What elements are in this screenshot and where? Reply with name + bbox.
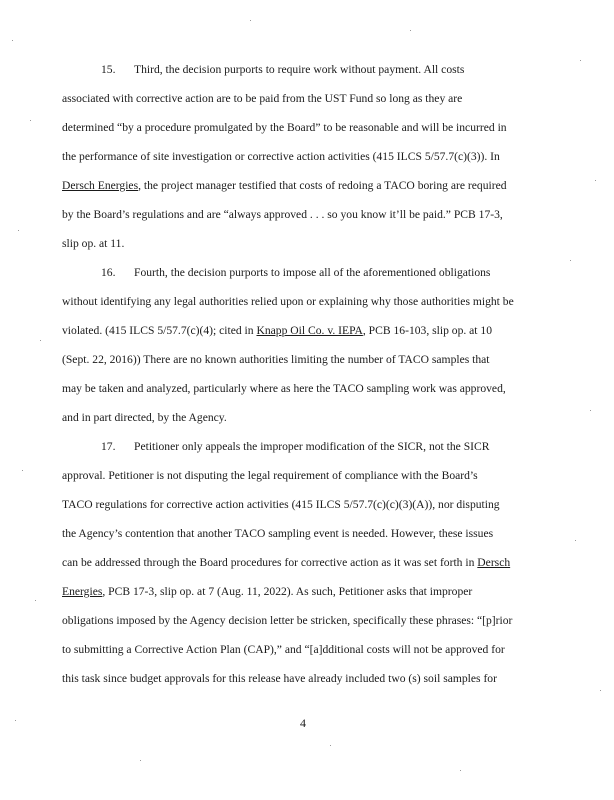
paragraph-16-number: 16. (101, 266, 116, 279)
paragraph-15-line-6: by the Board’s regulations and are “always approved . . . so you know it’ll be paid.” PCB 17-3, (62, 208, 503, 221)
paragraph-17-line-4: the Agency’s contention that another TACO sampling event is needed. However, these issues (62, 527, 494, 540)
paragraph-17-line-5: can be addressed through the Board procedures for corrective action as it was set forth in Dersch (62, 556, 511, 569)
paragraph-17-number: 17. (101, 440, 116, 453)
paragraph-17-line-9: this task since budget approvals for this release have already included two (s) soil samples for (62, 672, 497, 685)
paragraph-16-line-1: 16. Fourth, the decision purports to impose all of the aforementioned obligations (101, 266, 491, 279)
case-citation-dersch: Dersch (477, 556, 511, 569)
paragraph-16-line-3: violated. (415 ILCS 5/57.7(c)(4); cited in Knapp Oil Co. v. IEPA, PCB 16-103, slip op. at 10 (62, 324, 493, 337)
paragraph-15-line-5: Dersch Energies, the project manager testified that costs of redoing a TACO boring are required (62, 179, 507, 192)
paragraph-17-line-6: Energies, PCB 17-3, slip op. at 7 (Aug. 11, 2022). As such, Petitioner asks that improper (62, 585, 473, 598)
paragraph-15-line-3: determined “by a procedure promulgated by the Board” to be reasonable and will be incurred in (62, 121, 507, 134)
paragraph-15-number: 15. (101, 63, 116, 76)
paragraph-16-line-4: (Sept. 22, 2016)) There are no known authorities limiting the number of TACO samples that (62, 353, 490, 366)
paragraph-17-line-8: to submitting a Corrective Action Plan (CAP),” and “[a]dditional costs will not be approved for (62, 643, 505, 656)
paragraph-17-line-7: obligations imposed by the Agency decision letter be stricken, specifically these phrases: “[p]rior (62, 614, 513, 627)
paragraph-15-line-7: slip op. at 11. (62, 237, 125, 250)
paragraph-15-line-1: 15. Third, the decision purports to require work without payment. All costs (101, 63, 465, 76)
case-citation-knapp-oil: Knapp Oil Co. v. IEPA (256, 324, 363, 337)
paragraph-16-line-5: may be taken and analyzed, particularly where as here the TACO sampling work was approved, (62, 382, 506, 395)
paragraph-17-line-2: approval. Petitioner is not disputing the legal requirement of compliance with the Board’s (62, 469, 478, 482)
paragraph-15-line-2: associated with corrective action are to be paid from the UST Fund so long as they are (62, 92, 463, 105)
case-citation-dersch-energies: Dersch Energies (62, 179, 139, 192)
paragraph-17-line-3: TACO regulations for corrective action activities (415 ILCS 5/57.7(c)(c)(3)(A)), nor disputing (62, 498, 500, 511)
page-number: 4 (300, 716, 306, 730)
case-citation-energies: Energies (62, 585, 103, 598)
paragraph-16-line-6: and in part directed, by the Agency. (62, 411, 227, 424)
paragraph-16-line-2: without identifying any legal authorities relied upon or explaining why those authorities might be (62, 295, 514, 308)
paragraph-15-line-4: the performance of site investigation or corrective action activities (415 ILCS 5/57.7(c)(3)). In (62, 150, 500, 163)
paragraph-17-line-1: 17. Petitioner only appeals the improper modification of the SICR, not the SICR (101, 440, 490, 453)
